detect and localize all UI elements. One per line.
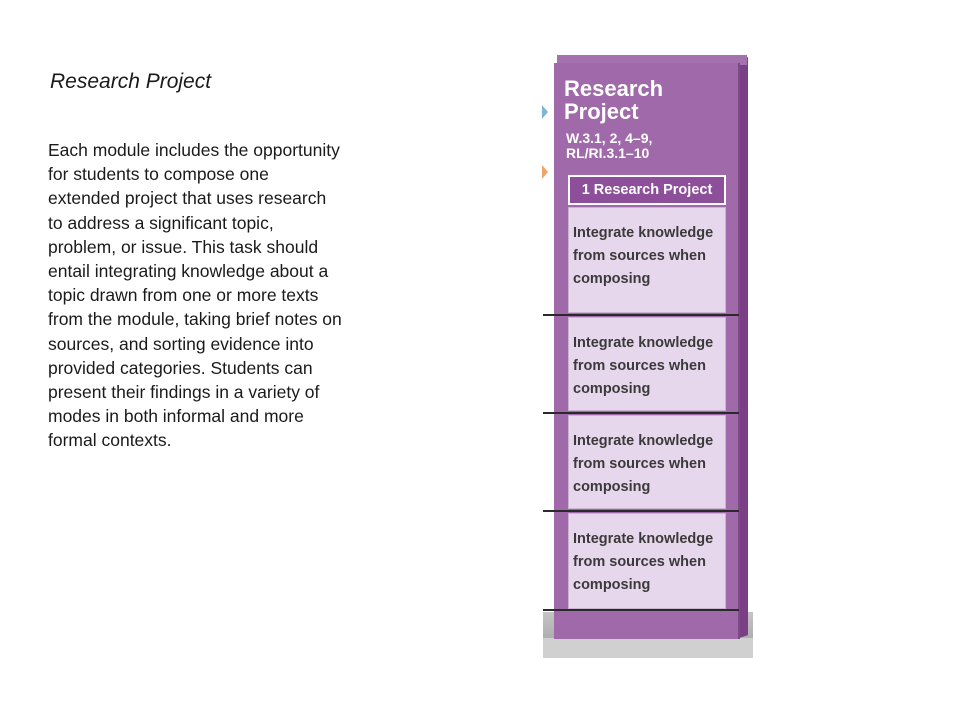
- divider-line: [543, 412, 739, 414]
- column-title-line1: Research: [564, 76, 664, 101]
- divider-line: [543, 314, 739, 316]
- column-title-line2: Project: [564, 99, 639, 124]
- panel-3: Integrate knowledge from sources when composing: [568, 415, 726, 509]
- slide-body-text: Each module includes the opportunity for students to compose one extended project that uses research to address a significant topic, problem, or issue. This task should entail integrating knowledge about a topic drawn from one or more texts from the module, taking brief notes on sources, and sorting evidence into provided categories. Students can present their findings in a variety of modes in both informal and more formal contexts.: [48, 140, 342, 451]
- blue-arrow-icon: [542, 105, 548, 119]
- slide-title: Research Project: [50, 70, 212, 93]
- divider-line: [543, 609, 739, 611]
- column-title: [564, 77, 734, 123]
- orange-arrow-icon: [542, 165, 548, 179]
- panel-4: Integrate knowledge from sources when composing: [568, 513, 726, 609]
- research-project-header: 1 Research Project: [568, 175, 726, 205]
- standards-codes-line1: W.3.1, 2, 4–9,: [566, 130, 653, 146]
- standards-codes: [566, 131, 736, 161]
- standards-codes-line2: RL/RI.3.1–10: [566, 145, 650, 161]
- panel-1: Integrate knowledge from sources when composing: [568, 207, 726, 313]
- research-project-graphic: [540, 55, 755, 660]
- divider-line: [543, 510, 739, 512]
- panel-2: Integrate knowledge from sources when composing: [568, 317, 726, 411]
